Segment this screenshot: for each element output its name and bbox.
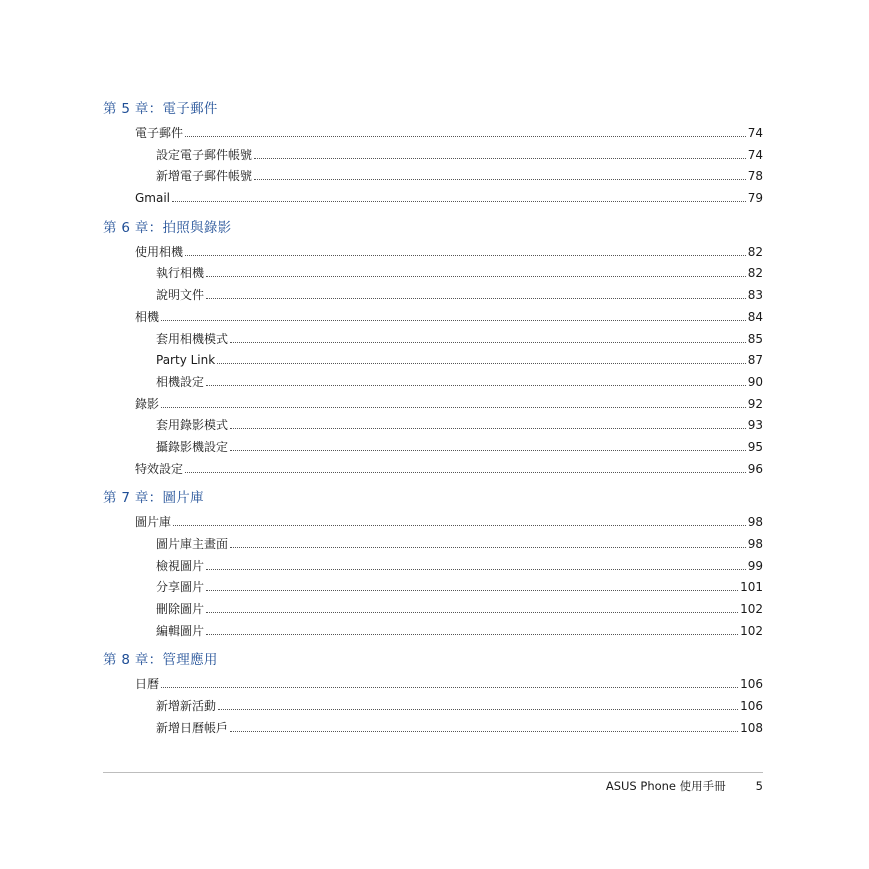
dot-leader: [206, 633, 738, 635]
toc-entry-title: Gmail: [135, 191, 171, 206]
toc-entry[interactable]: [103, 350, 763, 372]
toc-entry-page: 108: [740, 720, 763, 735]
toc-entry-title: 圖片庫主畫面: [156, 537, 229, 551]
toc-entry[interactable]: [103, 242, 763, 264]
toc-entry-page: 92: [747, 396, 763, 411]
dot-leader: [230, 427, 746, 429]
toc-entry-title: 套用錄影模式: [156, 418, 229, 433]
toc-entry-page: 102: [740, 623, 763, 638]
toc-entry[interactable]: [103, 577, 763, 599]
footer-page-number: 5: [755, 779, 763, 793]
dot-leader: [161, 686, 738, 688]
dot-leader: [185, 471, 746, 473]
toc-entry-title: 電子郵件: [135, 126, 184, 140]
toc-entry-title: 說明文件: [156, 288, 205, 303]
toc-entry-title: 圖片庫: [135, 515, 172, 530]
dot-leader: [185, 254, 746, 256]
toc-entry[interactable]: [103, 696, 763, 718]
toc-entry-page: 79: [747, 191, 763, 206]
page-footer: [606, 778, 763, 794]
toc-entry[interactable]: [103, 166, 763, 188]
toc-entry-title: 新增日曆帳戶: [156, 720, 229, 735]
dot-leader: [206, 568, 746, 570]
toc-entry[interactable]: [103, 263, 763, 285]
dot-leader: [206, 589, 738, 591]
chapter-heading: 第 8 章：管理應用: [103, 652, 218, 669]
dot-leader: [172, 200, 746, 202]
toc-entry[interactable]: [103, 329, 763, 351]
dot-leader: [206, 384, 746, 386]
toc-entry-title: 相機設定: [156, 374, 205, 389]
toc-entry-page: 82: [747, 244, 763, 259]
dot-leader: [230, 341, 746, 343]
toc-entry-title: 執行相機: [156, 266, 205, 281]
toc-entry-title: 特效設定: [135, 461, 184, 476]
toc-entry-page: 84: [747, 309, 763, 324]
toc-entry-title: 編輯圖片: [156, 623, 205, 638]
toc-entry-page: 83: [747, 288, 763, 303]
toc-entry-page: 98: [747, 515, 763, 530]
toc-entry-page: 106: [740, 699, 763, 714]
toc-entry[interactable]: [103, 394, 763, 416]
toc-entry-title: 攝錄影機設定: [156, 439, 229, 454]
dot-leader: [254, 157, 746, 159]
toc-entry-page: 82: [747, 266, 763, 281]
toc-entry-page: 95: [747, 439, 763, 454]
toc-entry[interactable]: [103, 437, 763, 459]
toc-entry[interactable]: [103, 534, 763, 556]
toc-entry-title: 錄影: [135, 396, 160, 411]
dot-leader: [185, 135, 746, 137]
chapter-heading: 第 7 章：圖片庫: [103, 490, 204, 507]
toc-entry-title: 使用相機: [135, 244, 184, 259]
dot-leader: [218, 708, 738, 710]
dot-leader: [230, 546, 746, 548]
table-of-contents: [103, 99, 763, 740]
toc-entry-title: 新增電子郵件帳號: [156, 169, 253, 184]
toc-entry-page: 96: [747, 461, 763, 476]
toc-entry-title: 刪除圖片: [156, 602, 205, 617]
footer-doc-title: ASUS Phone 使用手冊: [605, 779, 726, 793]
footer-rule: [103, 772, 763, 773]
dot-leader: [206, 275, 746, 277]
dot-leader: [161, 319, 746, 321]
toc-entry-title: 分享圖片: [156, 580, 205, 595]
toc-entry-title: 檢視圖片: [156, 558, 205, 573]
toc-entry-page: 85: [747, 331, 763, 346]
toc-entry[interactable]: [103, 599, 763, 621]
toc-entry-page: 99: [747, 558, 763, 573]
toc-entry-title: 套用相機模式: [156, 331, 229, 346]
dot-leader: [206, 297, 746, 299]
toc-entry-page: 90: [747, 374, 763, 389]
toc-entry-page: 78: [747, 169, 763, 184]
dot-leader: [206, 611, 738, 613]
toc-entry-page: 74: [747, 126, 763, 140]
toc-entry[interactable]: [103, 556, 763, 578]
toc-entry[interactable]: [103, 415, 763, 437]
toc-entry[interactable]: [103, 372, 763, 394]
chapter-heading: 第 5 章：電子郵件: [103, 101, 218, 117]
toc-entry-title: Party Link: [156, 353, 216, 368]
toc-entry-title: 新增新活動: [156, 699, 217, 714]
toc-entry[interactable]: [103, 145, 763, 167]
toc-entry[interactable]: [103, 123, 763, 145]
toc-entry[interactable]: [103, 621, 763, 643]
dot-leader: [254, 178, 746, 180]
toc-entry-page: 101: [740, 580, 763, 595]
dot-leader: [173, 524, 746, 526]
toc-entry[interactable]: [103, 459, 763, 481]
chapter-heading: 第 6 章：拍照與錄影: [103, 219, 232, 236]
toc-entry-page: 87: [747, 353, 763, 368]
dot-leader: [230, 730, 738, 732]
toc-entry[interactable]: [103, 512, 763, 534]
dot-leader: [217, 362, 746, 364]
toc-entry[interactable]: [103, 188, 763, 210]
toc-entry-page: 106: [740, 677, 763, 692]
toc-entry-page: 102: [740, 602, 763, 617]
toc-entry[interactable]: [103, 307, 763, 329]
toc-entry-title: 設定電子郵件帳號: [156, 147, 253, 162]
toc-entry-title: 相機: [135, 309, 160, 324]
toc-entry-title: 日曆: [135, 677, 160, 692]
dot-leader: [230, 449, 746, 451]
toc-entry-page: 98: [747, 537, 763, 551]
toc-entry-page: 93: [747, 418, 763, 433]
dot-leader: [161, 406, 746, 408]
toc-entry[interactable]: [103, 674, 763, 696]
toc-entry-page: 74: [747, 147, 763, 162]
toc-entry[interactable]: [103, 718, 763, 740]
toc-entry[interactable]: [103, 285, 763, 307]
